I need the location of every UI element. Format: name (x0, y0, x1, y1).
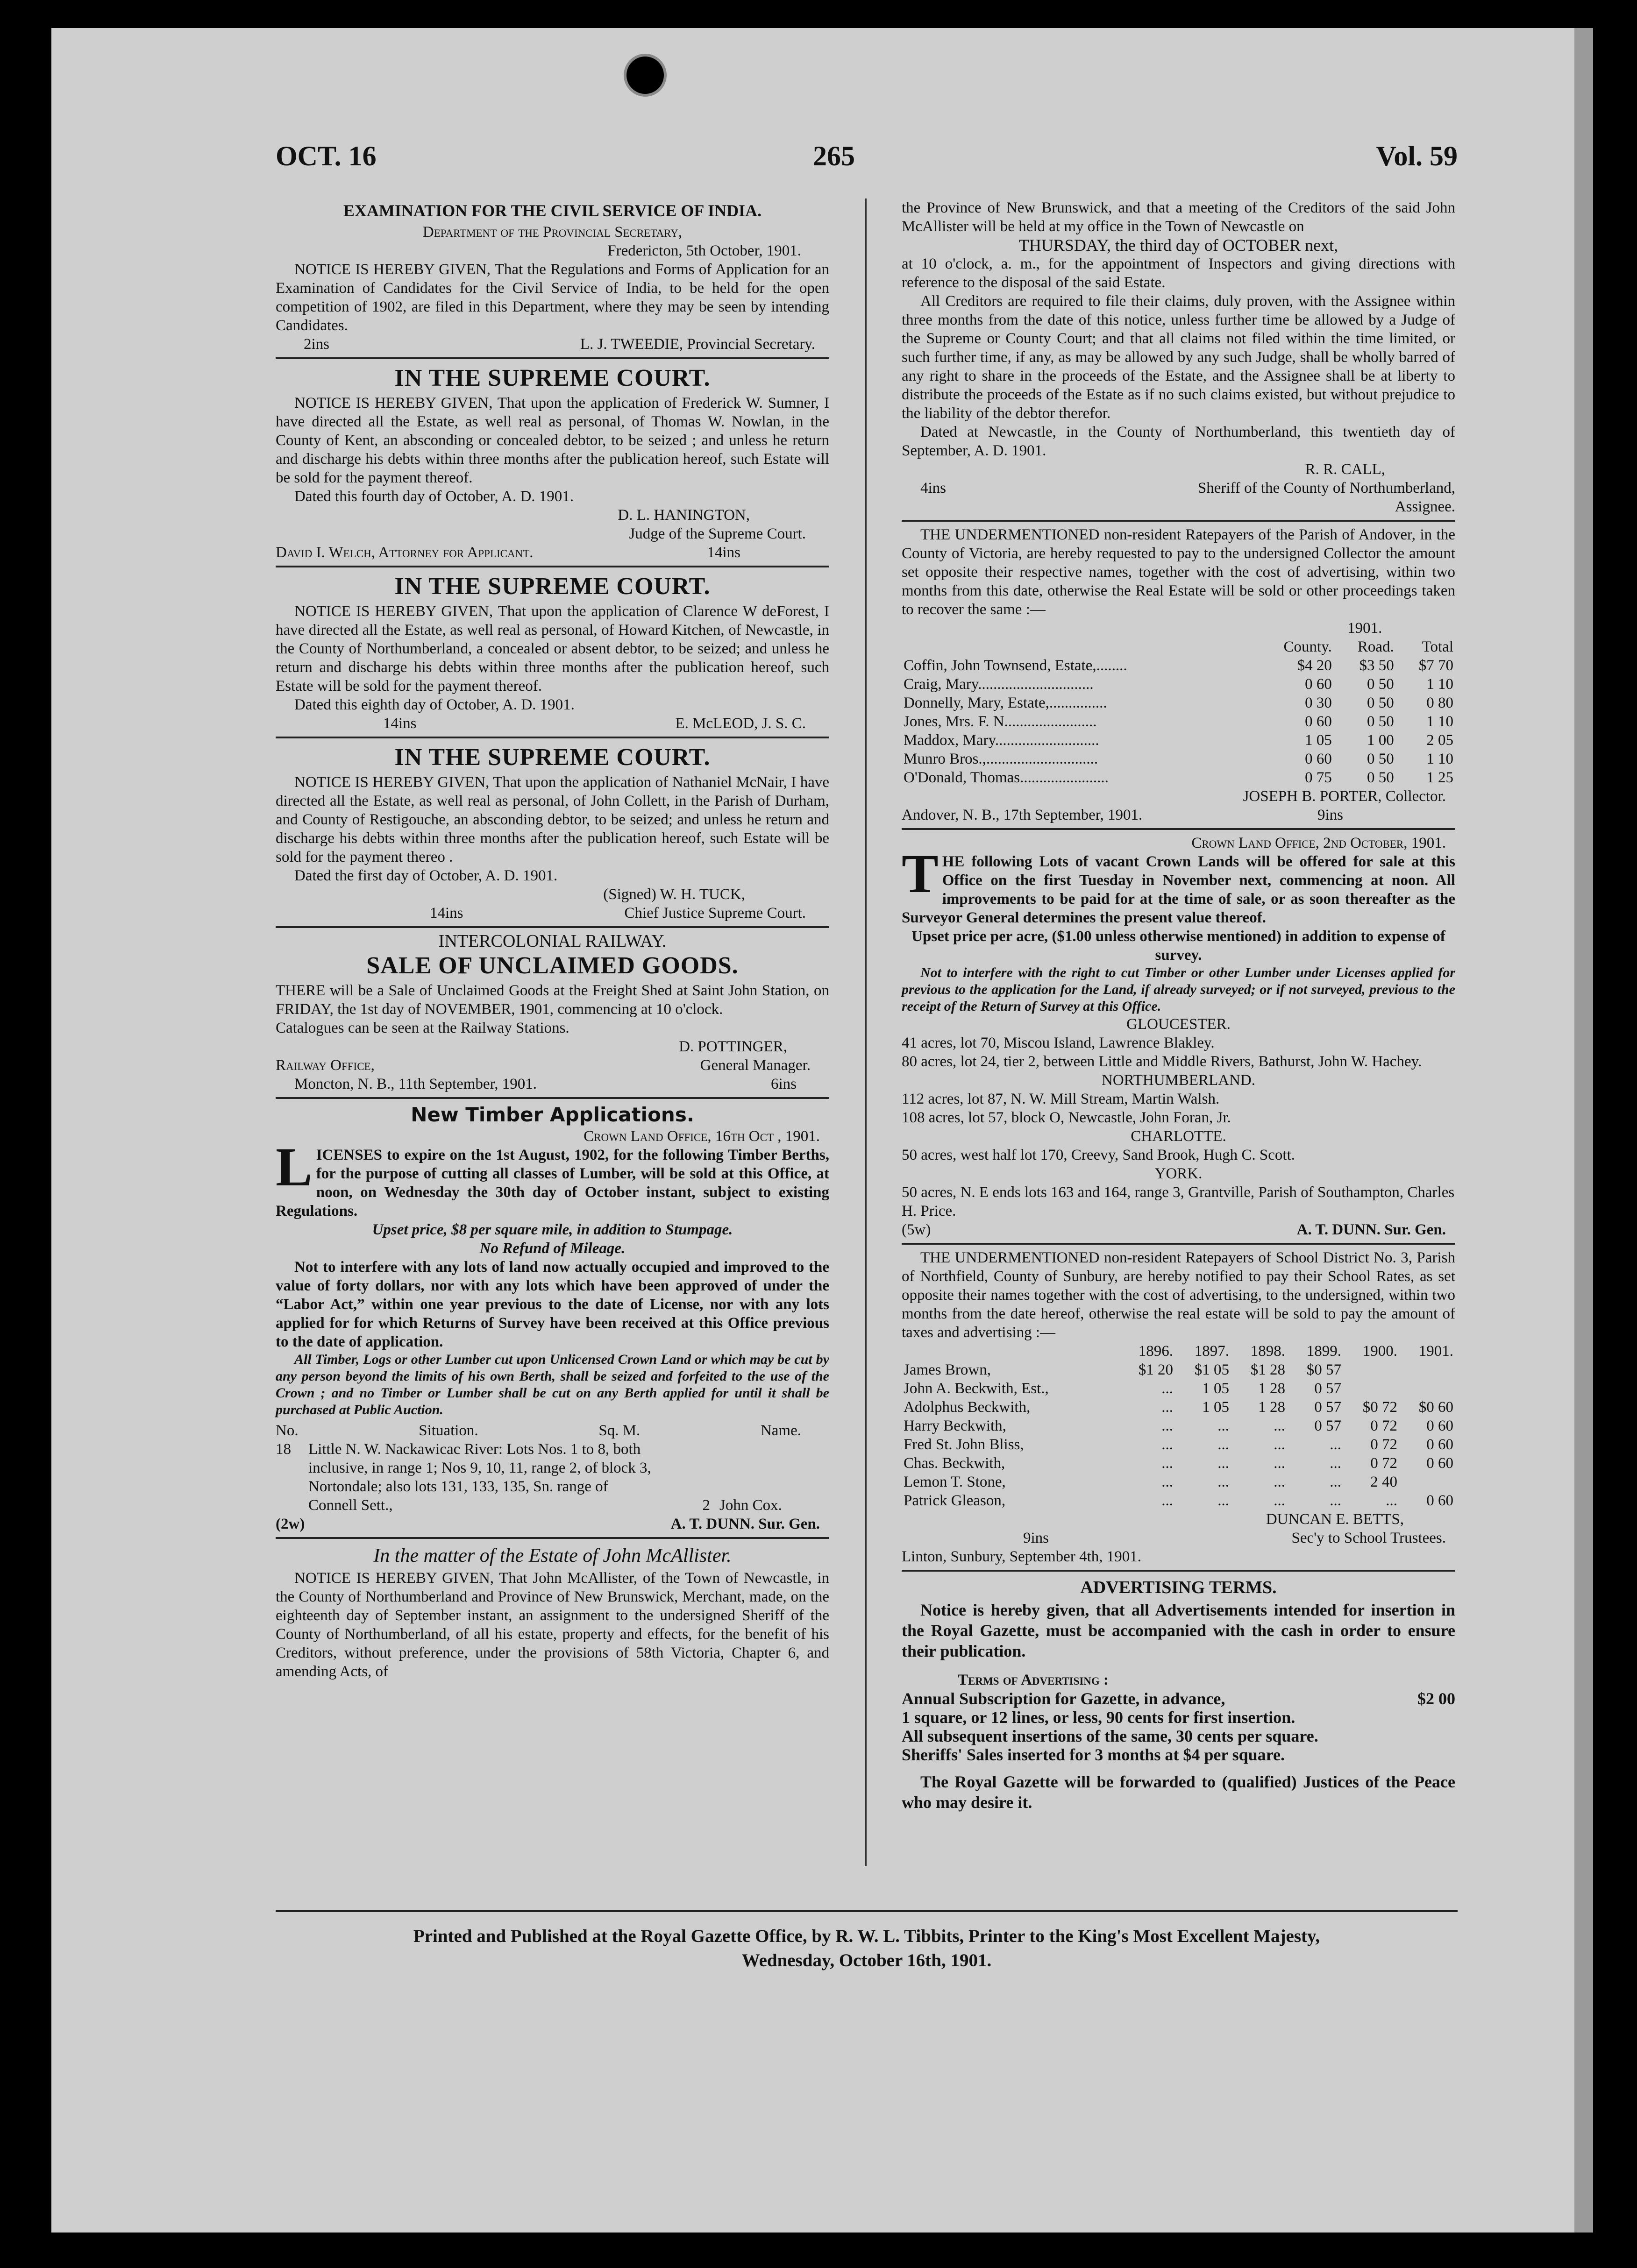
school-amount: 0 57 (1314, 1399, 1341, 1416)
rule (276, 566, 829, 567)
gazette-page (276, 140, 1458, 2046)
school-ratepayer: Fred St. John Bliss, (904, 1436, 1024, 1453)
imprint-footer (276, 1924, 1458, 1973)
andover-total: 1 25 (1426, 769, 1453, 786)
school-amount: 0 60 (1426, 1455, 1453, 1472)
school-signer: DUNCAN E. BETTS, (1266, 1511, 1404, 1528)
footer-rule (276, 1910, 1458, 1912)
civil-service-title: EXAMINATION FOR THE CIVIL SERVICE OF INDIA. (343, 201, 762, 220)
school-amount: 1 05 (1202, 1380, 1229, 1397)
mcallister-creditors: All Creditors are required to file their claims, duly proven, with the Assignee within three months from the date of this notice, unless further time be allowed by a Judge of the Supreme or County Court; and that all claims not filed within the time limited, or such further time, if any, as may be allowed by any such Judge, shall be wholly barred of any right to share in the proceeds of the Estate, and the Assignee shall be at liberty to distribute the proceeds of the Estate as if no such claims existed, but without prejudice to the liability of the debtor therefor. (902, 293, 1455, 422)
school-ratepayer: Patrick Gleason, (904, 1492, 1006, 1509)
andover-name: Donnelly, Mary, Estate,............... (904, 695, 1107, 711)
school-amount: 1 28 (1258, 1380, 1285, 1397)
school-amount: 2 40 (1370, 1474, 1397, 1490)
crown-land-ins: (5w) (902, 1221, 931, 1238)
andover-total: 1 10 (1426, 713, 1453, 730)
timber-entry-no: 18 (276, 1441, 291, 1458)
school-amount: ... (1161, 1436, 1173, 1453)
timber-title: New Timber Applications. (411, 1103, 694, 1126)
school-amount: ... (1386, 1492, 1397, 1509)
header-date: OCT. 16 (276, 141, 377, 171)
andover-road: 0 50 (1367, 676, 1394, 693)
school-amount (1343, 1361, 1399, 1379)
mcallister-signer-title: Sheriff of the County of Northumberland, (1197, 480, 1455, 496)
school-amount: ... (1217, 1455, 1229, 1472)
railway-notice (276, 932, 829, 1093)
page-number: 265 (813, 141, 855, 171)
table-row (902, 1417, 1455, 1435)
timber-col-name: Name. (760, 1422, 801, 1439)
timber-body: ICENSES to expire on the 1st August, 1902, for the following Timber Berths, for the purpose of cutting all classes of Lumber, will be sold at this Office, at noon, on Wednesday the 30th day of October instant, subject to existing Regulations. (276, 1147, 829, 1219)
school-ratepayer: John A. Beckwith, Est., (904, 1380, 1049, 1397)
crown-land-lot: 108 acres, lot 57, block O, Newcastle, John Foran, Jr. (902, 1109, 1231, 1126)
school-amount (1399, 1361, 1455, 1379)
table-row (902, 750, 1455, 768)
civil-service-notice (276, 198, 829, 354)
page-header (276, 140, 1458, 182)
school-year: 1897. (1194, 1343, 1229, 1360)
table-row (902, 1379, 1455, 1398)
andover-total: 0 80 (1426, 695, 1453, 711)
advertising-gazette: The Royal Gazette will be forwarded to (qualified) Justices of the Peace who may desire it. (902, 1772, 1455, 1812)
timber-entry-name: John Cox. (719, 1497, 782, 1514)
timber-col-situation: Situation. (419, 1422, 478, 1439)
court1-title: IN THE SUPREME COURT. (394, 365, 711, 391)
advertising-line: 1 square, or 12 lines, or less, 90 cents for first insertion. (902, 1708, 1295, 1727)
mcallister-continued (902, 198, 1455, 516)
table-row (902, 675, 1455, 694)
civil-service-body: NOTICE IS HEREBY GIVEN, That the Regulations and Forms of Application for an Examination of Candidates for the Civil Service of India, to be held for the open competition of 1902, are filed in this Department, where they may be seen by intending Candidates. (276, 261, 829, 334)
andover-notice (902, 525, 1455, 824)
school-amount: ... (1161, 1455, 1173, 1472)
table-row (902, 1398, 1455, 1417)
court3-title: IN THE SUPREME COURT. (394, 744, 711, 771)
school-amount: ... (1274, 1474, 1285, 1490)
civil-service-signer: L. J. TWEEDIE, Provincial Secretary. (580, 336, 815, 353)
court3-signer-title: Chief Justice Supreme Court. (624, 905, 806, 921)
school-amount: ... (1330, 1474, 1341, 1490)
school-year: 1896. (1138, 1343, 1173, 1360)
andover-county: 0 60 (1305, 676, 1332, 693)
andover-total: 2 05 (1426, 732, 1453, 749)
andover-name: Munro Bros.,............................. (904, 751, 1098, 767)
school-year: 1901. (1418, 1343, 1453, 1360)
andover-county: $4 20 (1297, 657, 1332, 674)
school-amount: ... (1330, 1492, 1341, 1509)
school-year: 1898. (1250, 1343, 1285, 1360)
table-row (902, 1435, 1455, 1454)
school-amount: $0 60 (1418, 1399, 1453, 1416)
court2-ins: 14ins (383, 715, 417, 732)
timber-entry-sqm: 2 (702, 1497, 710, 1514)
advertising-title: ADVERTISING TERMS. (1080, 1578, 1277, 1597)
advertising-terms-title: Terms of Advertising : (958, 1672, 1109, 1688)
andover-total: 1 10 (1426, 751, 1453, 767)
school-year: 1899. (1306, 1343, 1341, 1360)
school-ratepayer: Harry Beckwith, (904, 1418, 1006, 1434)
andover-place-date: Andover, N. B., 17th September, 1901. (902, 807, 1143, 823)
court2-dated: Dated this eighth day of October, A. D. 1901. (294, 696, 575, 713)
crown-land-drop-cap: T (902, 843, 939, 904)
school-amount: ... (1330, 1436, 1341, 1453)
court3-dated: Dated the first day of October, A. D. 1901. (294, 867, 558, 884)
advertising-annual: Annual Subscription for Gazette, in advance, (902, 1689, 1225, 1708)
advertising-line: Sheriffs' Sales inserted for 3 months at $4 per square. (902, 1745, 1285, 1764)
railway-place-date: Moncton, N. B., 11th September, 1901. (294, 1076, 537, 1092)
andover-road: 0 50 (1367, 769, 1394, 786)
mcallister-title: In the matter of the Estate of John McAllister. (373, 1545, 732, 1566)
timber-signer: A. T. DUNN. Sur. Gen. (670, 1516, 820, 1532)
school-amount: ... (1274, 1436, 1285, 1453)
table-row (902, 731, 1455, 750)
civil-service-place-date: Fredericton, 5th October, 1901. (607, 242, 801, 259)
crown-land-office-date: Crown Land Office, 2nd October, 1901. (1191, 835, 1446, 851)
crown-land-upset: Upset price per acre, ($1.00 unless otherwise mentioned) in addition to expense of survey. (911, 928, 1445, 964)
mcallister-meeting-purpose: at 10 o'clock, a. m., for the appointment of Inspectors and giving directions with reference to the disposal of the said Estate. (902, 255, 1455, 291)
table-row (902, 1361, 1455, 1379)
andover-table (902, 619, 1455, 787)
school-amount: 0 60 (1426, 1436, 1453, 1453)
andover-total: $7 70 (1418, 657, 1453, 674)
school-amount: 0 72 (1370, 1455, 1397, 1472)
court-notice-1 (276, 363, 829, 562)
school-table (902, 1342, 1455, 1510)
andover-name: Craig, Mary.............................. (904, 676, 1094, 693)
andover-road: 0 50 (1367, 751, 1394, 767)
court3-signer: (Signed) W. H. TUCK, (603, 886, 745, 903)
andover-county: 0 75 (1305, 769, 1332, 786)
school-amount: 0 72 (1370, 1436, 1397, 1453)
school-signer-title: Sec'y to School Trustees. (1291, 1530, 1446, 1546)
court2-signer: E. McLEOD, J. S. C. (675, 715, 806, 732)
table-row (902, 1491, 1455, 1510)
footer-line-2: Wednesday, October 16th, 1901. (741, 1950, 992, 1970)
railway-title: INTERCOLONIAL RAILWAY. (438, 931, 667, 951)
crown-land-condition: Not to interfere with the right to cut Timber or other Lumber under Licenses applied for previous to the application for the Land, if already surveyed; or if not surveyed, previous to the receipt of the Return of Survey at this Office. (902, 965, 1455, 1014)
school-amount: 1 05 (1202, 1399, 1229, 1416)
timber-col-sqm: Sq. M. (598, 1422, 641, 1439)
court3-body: NOTICE IS HEREBY GIVEN, That upon the application of Nathaniel McNair, I have directed all the Estate, as well real as personal, of John Collett, in the Parish of Durham, and County of Restigouche, an absconding debtor, to be seized; and unless he return and discharge his debts within three months after the publication hereof, such Estate will be sold for the payment thereo . (276, 774, 829, 865)
school-amount: ... (1217, 1418, 1229, 1434)
school-amount: 0 60 (1426, 1418, 1453, 1434)
andover-county: 1 05 (1305, 732, 1332, 749)
andover-ins: 9ins (1317, 807, 1343, 823)
civil-service-ins: 2ins (304, 336, 330, 353)
school-ratepayer: Chas. Beckwith, (904, 1455, 1005, 1472)
school-ratepayer: Lemon T. Stone, (904, 1474, 1006, 1490)
andover-year: 1901. (1347, 620, 1382, 637)
civil-service-dept: Department of the Provincial Secretary, (422, 224, 683, 241)
timber-notice (276, 1103, 829, 1533)
rule (902, 1570, 1455, 1572)
railway-signer: D. POTTINGER, (679, 1038, 787, 1055)
table-row (902, 1473, 1455, 1491)
school-amount: 0 60 (1426, 1492, 1453, 1509)
footer-line-1: Printed and Published at the Royal Gazette Office, by R. W. L. Tibbits, Printer to the King's Most Excellent Majesty, (413, 1926, 1320, 1946)
railway-ins: 6ins (770, 1076, 797, 1092)
school-amount: ... (1217, 1436, 1229, 1453)
right-column (902, 198, 1455, 1813)
andover-header: Road. (1357, 638, 1394, 655)
table-row (902, 768, 1455, 787)
table-row (902, 1454, 1455, 1473)
table-row (902, 656, 1455, 675)
binding-hole (624, 54, 667, 97)
andover-name: Coffin, John Townsend, Estate,........ (904, 657, 1127, 674)
crown-land-body: HE following Lots of vacant Crown Lands will be offered for sale at this Office on the first Tuesday in November next, commencing at noon. All improvements to be paid for at the time of sale, or as soon thereafter as the Surveyor General determines the present value thereof. (902, 853, 1455, 926)
county-northumberland: NORTHUMBERLAND. (1102, 1072, 1255, 1089)
school-amount: ... (1161, 1492, 1173, 1509)
school-amount: ... (1330, 1455, 1341, 1472)
table-row (902, 694, 1455, 712)
rule (276, 926, 829, 928)
timber-refund: No Refund of Mileage. (479, 1240, 626, 1257)
court1-attorney: David I. Welch, Attorney for Applicant. (276, 544, 534, 561)
mcallister-ins: 4ins (920, 480, 947, 496)
andover-road: 0 50 (1367, 695, 1394, 711)
railway-subtitle: SALE OF UNCLAIMED GOODS. (366, 952, 739, 979)
andover-road: 1 00 (1367, 732, 1394, 749)
county-york: YORK. (1154, 1165, 1203, 1182)
andover-county: 0 30 (1305, 695, 1332, 711)
andover-name: Maddox, Mary........................... (904, 732, 1099, 749)
court-notice-2 (276, 571, 829, 733)
school-amount (1399, 1473, 1455, 1491)
court1-ins: 14ins (707, 544, 740, 561)
crown-land-lot: 50 acres, west half lot 170, Creevy, Sand Brook, Hugh C. Scott. (902, 1147, 1295, 1163)
school-amount: $1 20 (1138, 1361, 1173, 1378)
court1-signer-title: Judge of the Supreme Court. (629, 525, 806, 542)
andover-road: $3 50 (1359, 657, 1394, 674)
crown-land-lot: 80 acres, lot 24, tier 2, between Little and Middle Rivers, Bathurst, John W. Hachey. (902, 1053, 1422, 1070)
rule (902, 828, 1455, 830)
crown-land-lot: 50 acres, N. E ends lots 163 and 164, range 3, Grantville, Parish of Southampton, Charles H. Price. (902, 1184, 1455, 1219)
mcallister-signer: R. R. CALL, (1305, 461, 1385, 478)
rule (902, 1243, 1455, 1245)
crown-land-lot: 112 acres, lot 87, N. W. Mill Stream, Martin Walsh. (902, 1091, 1220, 1107)
school-amount: 0 72 (1370, 1418, 1397, 1434)
rule (902, 520, 1455, 522)
county-charlotte: CHARLOTTE. (1131, 1128, 1226, 1145)
crown-land-notice (902, 834, 1455, 1239)
timber-entry-situation: Little N. W. Nackawicac River: Lots Nos. 1 to 8, both inclusive, in range 1; Nos 9, 10, 11, range 2, of block 3, Nortondale; also lots 131, 133, 135, Sn. range of Connell Sett., (308, 1441, 651, 1514)
mcallister-dated: Dated at Newcastle, in the County of Northumberland, this twentieth day of September, A. D. 1901. (902, 424, 1455, 459)
rule (276, 1537, 829, 1539)
header-volume: Vol. 59 (1376, 141, 1458, 171)
school-amount: ... (1274, 1455, 1285, 1472)
andover-name: O'Donald, Thomas....................... (904, 769, 1109, 786)
advertising-line: All subsequent insertions of the same, 30 cents per square. (902, 1727, 1318, 1745)
school-notice (902, 1248, 1455, 1566)
school-amount: ... (1161, 1418, 1173, 1434)
school-body: THE UNDERMENTIONED non-resident Ratepayers of School District No. 3, Parish of Northfield, County of Sunbury, are hereby notified to pay their School Rates, as set opposite their names together with the cost of advertising, to the undersigned, within two months from the date hereof, otherwise the real estate will be sold to pay the amount of taxes and advertising :— (902, 1249, 1455, 1341)
school-amount: $0 72 (1362, 1399, 1397, 1416)
timber-office-date: Crown Land Office, 16th Oct , 1901. (584, 1128, 820, 1145)
court3-ins: 14ins (430, 905, 463, 921)
school-amount (1343, 1379, 1399, 1398)
school-amount: ... (1161, 1380, 1173, 1397)
school-amount: 0 57 (1314, 1418, 1341, 1434)
railway-body: THERE will be a Sale of Unclaimed Goods at the Freight Shed at Saint John Station, on FRIDAY, the 1st day of NOVEMBER, 1901, commencing at 10 o'clock. (276, 982, 829, 1018)
school-amount: ... (1274, 1492, 1285, 1509)
court2-body: NOTICE IS HEREBY GIVEN, That upon the application of Clarence W deForest, I have directed all the Estate, as well real as personal, of Howard Kitchen, of Newcastle, in the County of Northumberland, a concealed or absent debtor, to be seized; and unless he return and discharge his debts within three months after the publication hereof, such Estate will be sold for the payment thereof. (276, 603, 829, 695)
timber-ins: (2w) (276, 1516, 305, 1532)
school-amount: ... (1161, 1474, 1173, 1490)
andover-header: Total (1422, 638, 1453, 655)
rule (276, 737, 829, 738)
timber-warning: All Timber, Logs or other Lumber cut upon Unlicensed Crown Land or which may be cut by any person beyond the limits of his own Berth, shall be seized and forfeited to the use of the Crown ; and no Timber or Lumber shall be cut on any Berth applied for until it shall be purchased at Public Auction. (276, 1352, 829, 1418)
crown-land-lot: 41 acres, lot 70, Miscou Island, Lawrence Blakley. (902, 1035, 1215, 1051)
court2-title: IN THE SUPREME COURT. (394, 573, 711, 600)
school-amount: ... (1217, 1492, 1229, 1509)
school-amount: 0 57 (1314, 1380, 1341, 1397)
mcallister-notice (276, 1543, 829, 1681)
school-amount: 1 28 (1258, 1399, 1285, 1416)
advertising-annual-price: $2 00 (1417, 1689, 1455, 1708)
andover-county: 0 60 (1305, 713, 1332, 730)
left-column (276, 198, 829, 1681)
mcallister-signer-role: Assignee. (1395, 498, 1455, 515)
school-year: 1900. (1362, 1343, 1397, 1360)
school-amount: $1 28 (1250, 1361, 1285, 1378)
rule (276, 1097, 829, 1099)
andover-county: 0 60 (1305, 751, 1332, 767)
school-ratepayer: Adolphus Beckwith, (904, 1399, 1031, 1416)
school-amount: $0 57 (1306, 1361, 1341, 1378)
school-amount (1399, 1379, 1455, 1398)
andover-road: 0 50 (1367, 713, 1394, 730)
rule (276, 357, 829, 359)
crown-land-signer: A. T. DUNN. Sur. Gen. (1296, 1221, 1446, 1238)
advertising-body: Notice is hereby given, that all Advertisements intended for insertion in the Royal Gazette, must be accompanied with the cash in order to ensure their publication. (902, 1601, 1455, 1660)
timber-drop-cap: L (276, 1136, 313, 1198)
school-amount: ... (1274, 1418, 1285, 1434)
page-edge (1574, 28, 1593, 2233)
andover-total: 1 10 (1426, 676, 1453, 693)
timber-upset: Upset price, $8 per square mile, in addition to Stumpage. (372, 1221, 733, 1238)
andover-header: County. (1283, 638, 1332, 655)
column-divider (865, 198, 867, 1866)
table-row (902, 712, 1455, 731)
timber-condition: Not to interfere with any lots of land now actually occupied and improved to the value of forty dollars, nor with any lots which have been approved of under the “Labor Act,” within one year previous to the date of License, nor with any lots applied for for which Returns of Survey have been received at this Office previous to the date of application. (276, 1259, 829, 1350)
court1-body: NOTICE IS HEREBY GIVEN, That upon the application of Frederick W. Sumner, I have directed all the Estate, as well real as personal, of Thomas W. Nowlan, in the County of Kent, an absconding or concealed debtor, to be seized ; and unless he return and discharge his debts within three months after the publication hereof, such Estate will be sold for the payment thereof. (276, 395, 829, 486)
school-ins: 9ins (1023, 1530, 1049, 1546)
school-amount: ... (1217, 1474, 1229, 1490)
school-ratepayer: James Brown, (904, 1361, 991, 1378)
railway-signer-title: General Manager. (700, 1057, 811, 1074)
andover-name: Jones, Mrs. F. N........................ (904, 713, 1097, 730)
mcallister-continued-body: the Province of New Brunswick, and that a meeting of the Creditors of the said John McAllister will be held at my office in the Town of Newcastle on (902, 199, 1455, 235)
school-place-date: Linton, Sunbury, September 4th, 1901. (902, 1548, 1141, 1565)
railway-office: Railway Office, (276, 1057, 375, 1074)
railway-catalogues: Catalogues can be seen at the Railway Stations. (276, 1020, 569, 1036)
timber-col-no: No. (276, 1422, 299, 1439)
mcallister-body: NOTICE IS HEREBY GIVEN, That John McAllister, of the Town of Newcastle, in the County of Northumberland and Province of New Brunswick, Merchant, made, on the eighteenth day of September instant, an assignment to the undersigned Sheriff of the County of Northumberland, of all his estate, property and effects, for the benefit of his Creditors, without preference, under the provisions of 58th Victoria, Chapter 6, and amending Acts, of (276, 1570, 829, 1680)
mcallister-meeting-day: THURSDAY, the third day of OCTOBER next, (1018, 236, 1338, 255)
school-amount: $1 05 (1194, 1361, 1229, 1378)
school-amount: ... (1161, 1399, 1173, 1416)
advertising-terms (902, 1575, 1455, 1813)
county-gloucester: GLOUCESTER. (1126, 1016, 1231, 1033)
court1-dated: Dated this fourth day of October, A. D. 1901. (294, 488, 574, 505)
andover-body: THE UNDERMENTIONED non-resident Ratepayers of the Parish of Andover, in the County of Victoria, are hereby requested to pay to the undersigned Collector the amount set opposite their respective names, together with the cost of advertising, within two months from this date, otherwise the Real Estate will be sold or other proceedings taken to recover the same :— (902, 526, 1455, 618)
court-notice-3 (276, 742, 829, 922)
andover-signer: JOSEPH B. PORTER, Collector. (1243, 788, 1446, 805)
court1-signer: D. L. HANINGTON, (618, 507, 750, 524)
